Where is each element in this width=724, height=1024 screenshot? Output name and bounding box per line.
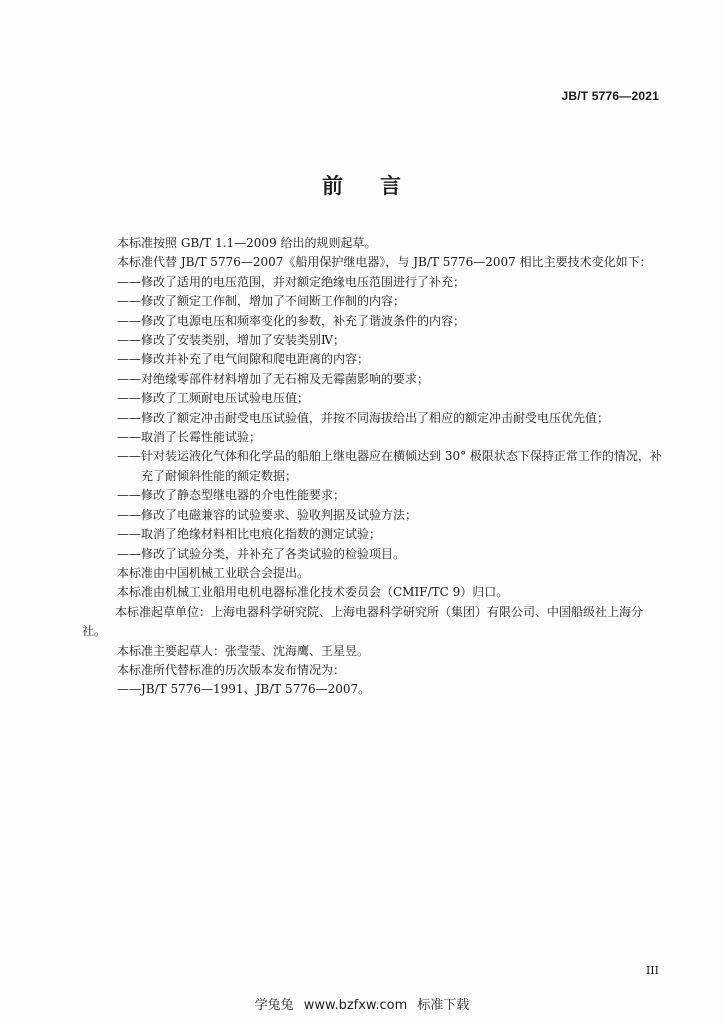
- history-item: ——JB/T 5776—1991、JB/T 5776—2007。: [117, 682, 371, 697]
- list-item: ——针对装运液化气体和化学品的船舶上继电器应在横倾达到 30° 极限状态下保持正常工作的情况，补充了耐倾斜性能的额定数据；: [117, 449, 662, 483]
- footer-tagline: 标准下载: [417, 998, 470, 1013]
- title-char-2: 言: [380, 174, 402, 198]
- page-title: [0, 170, 724, 200]
- list-item: ——取消了绝缘材料相比电痕化指数的测定试验；: [117, 527, 382, 542]
- drafting-units: 本标准起草单位：上海电器科学研究院、上海电器科学研究所（集团）有限公司、中国船级社上海分社。: [82, 604, 644, 639]
- foreword-body: [84, 234, 662, 700]
- list-item: ——修改了额定工作制，增加了不间断工作制的内容；: [117, 294, 406, 309]
- list-item: ——修改了安装类别，增加了安装类别Ⅳ；: [117, 333, 345, 348]
- watermark-footer: [0, 994, 724, 1013]
- footer-site-name: 学兔兔: [254, 998, 294, 1013]
- history-intro: 本标准所代替标准的历次版本发布情况为：: [117, 662, 346, 677]
- list-item: ——修改了额定冲击耐受电压试验值，并按不同海拔给出了相应的额定冲击耐受电压优先值；: [117, 410, 610, 425]
- list-item: ——修改了静态型继电器的介电性能要求；: [117, 488, 346, 503]
- drafters: 本标准主要起草人：张莹莹、沈海鹰、王星昱。: [117, 643, 370, 658]
- page-number: III: [645, 964, 659, 977]
- list-item: ——对绝缘零部件材料增加了无石棉及无霉菌影响的要求；: [117, 371, 430, 386]
- list-item: ——修改了试验分类，并补充了各类试验的检验项目。: [117, 546, 406, 561]
- list-item: ——修改了电磁兼容的试验要求、验收判据及试验方法；: [117, 507, 418, 522]
- proposed-by: 本标准由中国机械工业联合会提出。: [117, 565, 310, 580]
- list-item: ——修改了电源电压和频率变化的参数，补充了谐波条件的内容；: [117, 313, 466, 328]
- list-item: ——修改了工频耐电压试验电压值；: [117, 391, 310, 406]
- footer-url: www.bzfxw.com: [303, 998, 408, 1013]
- intro-drafting-rule: 本标准按照 GB/T 1.1—2009 给出的规则起草。: [117, 236, 377, 250]
- list-item: ——修改了适用的电压范围，并对额定绝缘电压范围进行了补充；: [117, 274, 466, 289]
- intro-replacement: 本标准代替 JB/T 5776—2007《船用保护继电器》，与 JB/T 5776—2007 相比主要技术变化如下：: [117, 255, 652, 270]
- standard-code: JB/T 5776—2021: [561, 89, 659, 103]
- changes-list: [84, 273, 662, 564]
- managed-by: 本标准由机械工业船用电机电器标准化技术委员会（CMIF/TC 9）归口。: [117, 585, 509, 600]
- list-item: ——取消了长霉性能试验；: [117, 430, 262, 445]
- title-char-1: 前: [322, 174, 344, 198]
- list-item: ——修改并补充了电气间隙和爬电距离的内容；: [117, 352, 370, 367]
